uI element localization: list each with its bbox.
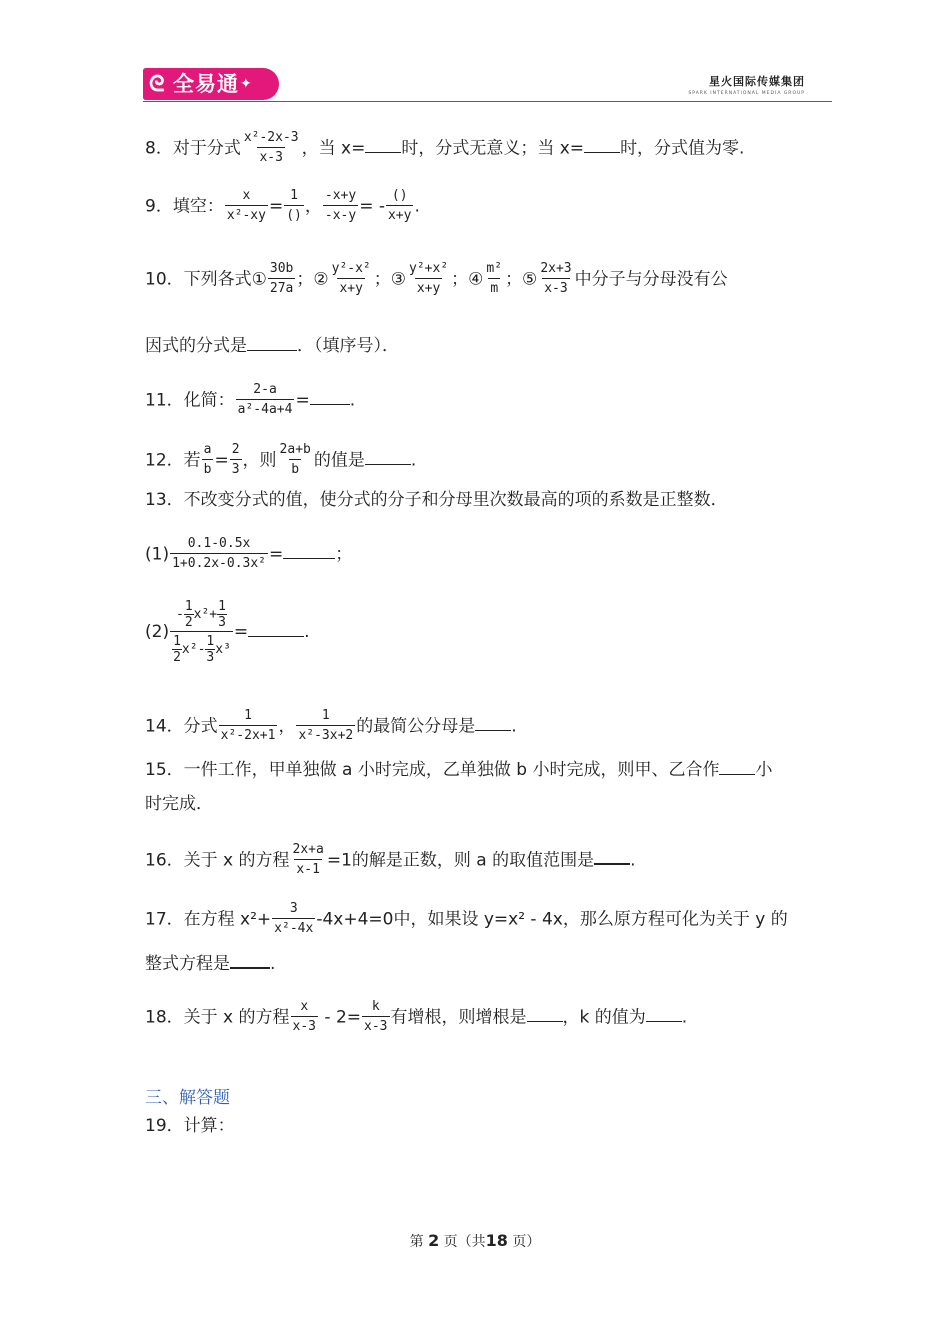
question-9 — [145, 189, 420, 224]
q17-mid: -4x+4=0中，如果设 y=x² - 4x，那么原方程可化为关于 y 的 — [316, 909, 788, 930]
footer-pre: 第 — [409, 1234, 424, 1250]
q18-mid2: 有增根，则增根是 — [390, 1007, 527, 1028]
equals: = — [214, 450, 229, 471]
fraction — [323, 189, 358, 224]
answer-blank[interactable] — [247, 335, 297, 351]
denominator: 1+0.2x-0.3x² — [170, 553, 268, 571]
denominator: x+y — [337, 278, 364, 296]
brand-block — [688, 73, 805, 96]
brand-name: 星火国际传媒集团 — [709, 75, 805, 88]
q12-mid: ，则 — [242, 450, 277, 471]
denominator: x-3 — [362, 1016, 389, 1034]
denominator: x-3 — [291, 1016, 318, 1034]
question-10-line2 — [145, 335, 399, 355]
q12-pre: 若 — [183, 450, 201, 471]
q8-pre: 对于分式 — [172, 138, 241, 159]
answer-blank[interactable] — [584, 137, 620, 153]
q15-line2: 时完成． — [145, 794, 213, 814]
q10-line2-end: ．（填序号）． — [297, 336, 399, 356]
answer-blank[interactable] — [365, 449, 411, 465]
question-number: 19． — [145, 1116, 184, 1136]
period: . — [630, 850, 636, 871]
part-label: (2) — [145, 622, 170, 642]
q16-mid: =1的解是正数，则 a 的取值范围是 — [326, 850, 595, 871]
question-number: 18． — [145, 1007, 184, 1028]
semicolon: ； — [335, 544, 353, 565]
logo-text: 全易通 — [173, 72, 239, 96]
denominator: 3 — [206, 650, 215, 665]
total-pages: 18 — [485, 1231, 508, 1250]
denominator[interactable]: () — [284, 205, 304, 223]
fraction — [296, 709, 355, 744]
denominator: x+y — [415, 278, 442, 296]
fraction — [217, 600, 227, 629]
numerator: 1 — [244, 708, 252, 723]
q18-mid3: ，k 的值为 — [562, 1007, 646, 1028]
answer-blank[interactable] — [719, 759, 755, 775]
answer-blank[interactable] — [365, 137, 401, 153]
q8-mid2: 时，分式无意义；当 x= — [401, 138, 585, 159]
numerator: 2a+b — [279, 442, 311, 457]
brand-english: SPARK INTERNATIONAL MEDIA GROUP — [688, 91, 805, 96]
q15-text: 一件工作，甲单独做 a 小时完成，乙单独做 b 小时完成，则甲、乙合作 — [183, 760, 720, 780]
denominator: b — [202, 459, 214, 477]
equals: = — [269, 544, 284, 565]
equals: = — [295, 390, 310, 411]
numerator: 1 — [206, 634, 215, 649]
question-number: 10． — [145, 269, 184, 290]
period: . — [270, 954, 276, 974]
term: x²+ — [193, 607, 218, 622]
separator: ；⑤ — [505, 269, 538, 290]
page-footer — [0, 1231, 950, 1251]
answer-blank[interactable] — [527, 1006, 563, 1022]
header-divider — [143, 101, 832, 102]
q8-mid: ，当 x= — [301, 138, 366, 159]
denominator: 27a — [268, 278, 295, 296]
question-number: 16． — [145, 850, 184, 871]
q17-pre: 在方程 x²+ — [183, 909, 272, 930]
denominator: x-3 — [257, 147, 284, 165]
denominator: 2 — [184, 615, 193, 630]
equals: = - — [359, 196, 385, 217]
numerator: x — [300, 999, 309, 1014]
question-13-part2 — [145, 600, 310, 664]
question-18 — [145, 1000, 687, 1035]
question-17-line2 — [145, 952, 275, 973]
fraction — [172, 635, 182, 664]
q10-end: 中分子与分母没有公 — [574, 269, 728, 290]
period: . — [410, 450, 417, 471]
numerator: x²-2x-3 — [243, 130, 299, 145]
q13-text: 不改变分式的值，使分式的分子和分母里次数最高的项的系数是正整数． — [183, 490, 728, 510]
numerator: 2 — [231, 442, 240, 457]
logo-swirl-icon: ᘓ — [149, 72, 166, 97]
numerator: 2x+a — [292, 842, 324, 857]
fraction — [184, 600, 194, 629]
question-8 — [145, 131, 744, 166]
numerator[interactable]: () — [391, 188, 408, 203]
numerator: 0.1-0.5x — [187, 536, 251, 551]
fraction — [268, 262, 295, 297]
fraction — [219, 709, 278, 744]
question-number: 14． — [145, 716, 184, 737]
q14-end: 的最简公分母是 — [356, 716, 476, 737]
denominator: x²-4x — [272, 918, 315, 936]
q11-pre: 化简： — [183, 390, 235, 411]
denominator: a²-4a+4 — [236, 399, 295, 417]
fraction — [484, 262, 504, 297]
denominator: b — [289, 459, 301, 477]
period: . — [349, 390, 356, 411]
answer-blank[interactable] — [283, 543, 335, 559]
numerator: 2x+3 — [540, 261, 572, 276]
numerator: k — [371, 999, 380, 1014]
numerator: 1 — [184, 599, 193, 614]
denominator: 3 — [218, 615, 226, 630]
q14-pre: 分式 — [183, 716, 218, 737]
question-15 — [145, 759, 772, 779]
denominator — [170, 631, 233, 664]
numerator: y²+x² — [409, 261, 449, 276]
question-16 — [145, 843, 636, 878]
section-title: 三、解答题 — [145, 1088, 230, 1108]
q18-mid: - 2= — [319, 1007, 362, 1028]
answer-blank[interactable] — [230, 952, 270, 969]
numerator: 1 — [290, 188, 298, 203]
fraction — [225, 189, 268, 224]
fraction — [407, 262, 450, 297]
numerator: 1 — [173, 634, 181, 649]
question-15-line2 — [145, 796, 213, 813]
period: . — [414, 196, 420, 217]
numerator: 1 — [218, 599, 226, 614]
page-number: 2 — [428, 1231, 440, 1250]
question-number: 8． — [145, 138, 173, 159]
q18-pre: 关于 x 的方程 — [183, 1007, 290, 1028]
numerator — [174, 600, 229, 631]
numerator: -x+y — [324, 188, 357, 203]
q9-pre: 填空： — [172, 196, 224, 217]
denominator: 3 — [230, 459, 242, 477]
denominator: -x-y — [323, 205, 358, 223]
fraction — [170, 537, 268, 572]
numerator: 1 — [321, 708, 330, 723]
denominator: x²-3x+2 — [296, 725, 355, 743]
fraction — [284, 189, 304, 224]
question-number: 15． — [145, 760, 184, 780]
answer-blank[interactable] — [310, 389, 350, 405]
equals: = — [268, 196, 284, 217]
footer-mid: 页（共 — [443, 1234, 486, 1250]
fraction — [386, 189, 413, 224]
period: . — [511, 716, 517, 737]
fraction — [242, 131, 301, 166]
question-13-part1 — [145, 537, 352, 572]
separator: ；② — [296, 269, 329, 290]
q10-line2: 因式的分式是 — [145, 336, 247, 356]
question-11 — [145, 383, 355, 418]
fraction — [236, 383, 295, 418]
denominator: x+y — [386, 205, 413, 223]
comma: ， — [304, 196, 322, 217]
question-13 — [145, 492, 728, 509]
separator: ；④ — [451, 269, 484, 290]
numerator: a — [203, 442, 212, 457]
question-number: 9． — [145, 196, 173, 217]
footer-end: 页） — [512, 1234, 541, 1250]
q12-end: 的值是 — [313, 450, 365, 471]
fraction — [291, 843, 326, 878]
fraction — [362, 1000, 389, 1035]
fraction — [170, 600, 233, 664]
fraction — [272, 902, 315, 937]
q10-pre: 下列各式① — [183, 269, 267, 290]
numerator: 30b — [269, 261, 294, 276]
answer-blank[interactable] — [475, 715, 511, 731]
fraction — [538, 262, 573, 297]
term: x²- — [181, 642, 206, 657]
fraction — [230, 443, 242, 478]
fraction — [205, 635, 215, 664]
period: . — [304, 622, 310, 642]
denominator: m — [488, 278, 500, 296]
answer-blank[interactable] — [594, 848, 630, 865]
fraction — [291, 1000, 318, 1035]
minus-sign: - — [176, 607, 184, 622]
answer-blank[interactable] — [248, 621, 304, 637]
question-12 — [145, 443, 416, 478]
numerator: 2-a — [253, 382, 277, 397]
q15-end: 小 — [755, 760, 773, 780]
period: . — [681, 1007, 688, 1028]
question-19 — [145, 1118, 235, 1135]
numerator: 3 — [289, 901, 298, 916]
question-number: 13． — [145, 490, 184, 510]
question-14 — [145, 709, 517, 744]
question-17 — [145, 902, 788, 937]
denominator: x²-2x+1 — [219, 725, 278, 743]
question-number: 17． — [145, 909, 184, 930]
fraction — [330, 262, 373, 297]
question-10 — [145, 262, 728, 297]
question-number: 11． — [145, 390, 184, 411]
denominator: x-3 — [542, 278, 569, 296]
denominator: x-1 — [294, 859, 321, 877]
q17-line2: 整式方程是 — [145, 954, 230, 974]
numerator: y²-x² — [331, 261, 371, 276]
equals: = — [233, 622, 249, 642]
q8-end: 时，分式值为零. — [620, 138, 745, 159]
question-number: 12． — [145, 450, 184, 471]
denominator: x²-xy — [225, 205, 268, 223]
part-label: (1) — [145, 544, 170, 565]
numerator: m² — [486, 261, 503, 276]
q19-text: 计算： — [183, 1116, 235, 1136]
numerator: x — [242, 188, 251, 203]
logo-star-icon: ✦ — [240, 76, 253, 92]
term: x³ — [215, 642, 231, 657]
brand-logo — [143, 68, 279, 100]
denominator: 2 — [173, 650, 181, 665]
answer-blank[interactable] — [646, 1006, 682, 1022]
comma: ， — [278, 716, 296, 737]
fraction — [278, 443, 313, 478]
separator: ；③ — [373, 269, 407, 290]
q16-pre: 关于 x 的方程 — [183, 850, 290, 871]
fraction — [202, 443, 214, 478]
